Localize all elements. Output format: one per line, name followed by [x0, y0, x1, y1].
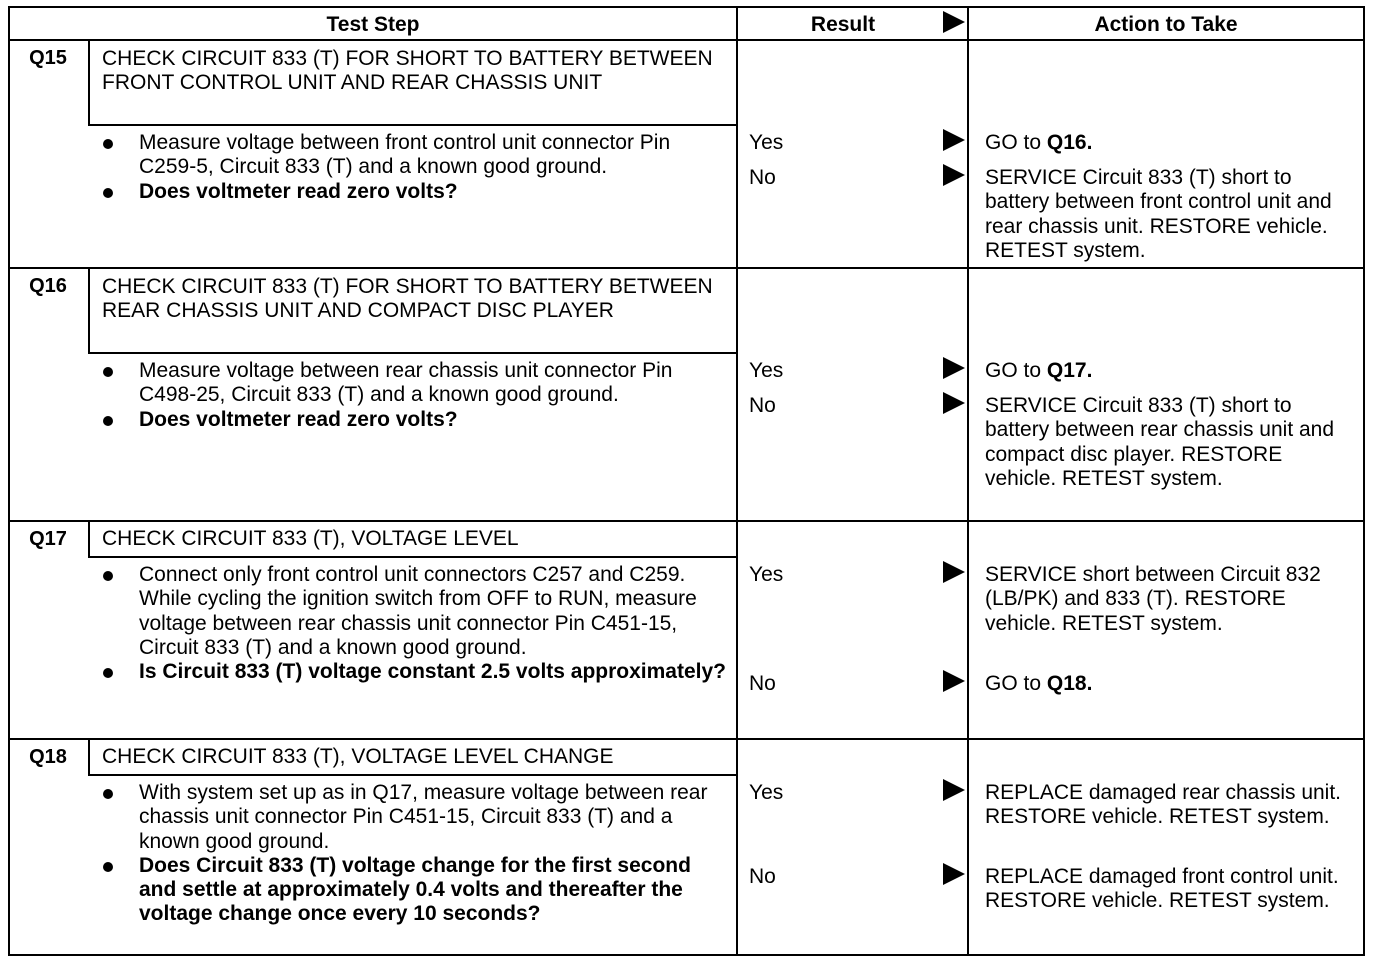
procedure-text: Measure voltage between rear chassis unit connector Pin C498-25, Circuit 833 (T) and a known good ground.: [102, 359, 732, 408]
q15-id-box-right: [88, 39, 90, 126]
step-title: CHECK CIRCUIT 833 (T), VOLTAGE LEVEL: [102, 527, 519, 550]
question-text: Does voltmeter read zero volts?: [102, 180, 732, 204]
action-yes: GO to Q17.: [985, 359, 1093, 382]
arrow-right-icon: [943, 129, 965, 151]
procedure-text: Connect only front control unit connectors C257 and C259. While cycling the ignition switch from OFF to RUN, measure voltage between rear chassis unit connector Pin C451-15, Circuit 833 (T) and a known good ground.: [102, 563, 732, 660]
header-result: Result: [810, 13, 876, 36]
procedure-text: With system set up as in Q17, measure voltage between rear chassis unit connector Pin C451-15, Circuit 833 (T) and a known good ground.: [102, 781, 732, 854]
question-text: Does voltmeter read zero volts?: [102, 408, 732, 432]
step-id: Q15: [29, 47, 67, 69]
goto-step-link: Q16: [1046, 131, 1087, 154]
goto-step-link: Q17: [1046, 359, 1087, 382]
header-test-step: Test Step: [326, 13, 420, 36]
action-no: SERVICE Circuit 833 (T) short to battery between rear chassis unit and compact disc player. RESTORE vehicle. RETEST system.: [985, 394, 1335, 490]
arrow-right-icon: [943, 779, 965, 801]
action-yes: SERVICE short between Circuit 832 (LB/PK) and 833 (T). RESTORE vehicle. RETEST system.: [985, 563, 1321, 635]
action-yes: REPLACE damaged rear chassis unit. RESTORE vehicle. RETEST system.: [985, 781, 1342, 829]
action-no: GO to Q18.: [985, 672, 1093, 695]
result-no: No: [749, 672, 776, 695]
row-divider-q17: [8, 520, 1365, 522]
arrow-right-icon: [943, 863, 965, 885]
result-yes: Yes: [749, 563, 784, 586]
q16-title-divider: [88, 352, 738, 354]
step-id: Q16: [29, 275, 67, 297]
row-divider-q16: [8, 267, 1365, 269]
q18-id-box-right: [88, 738, 90, 776]
step-bullets: [102, 563, 732, 684]
arrow-right-icon: [943, 670, 965, 692]
arrow-right-icon: [943, 392, 965, 414]
table-border-bottom: [8, 954, 1365, 956]
action-no: REPLACE damaged front control unit. RESTORE vehicle. RETEST system.: [985, 865, 1339, 913]
q15-title-divider: [88, 124, 738, 126]
step-bullets: [102, 131, 732, 204]
q16-id-box-right: [88, 267, 90, 354]
result-yes: Yes: [749, 131, 784, 154]
arrow-right-icon: [943, 357, 965, 379]
step-id: Q17: [29, 528, 67, 550]
q17-title-divider: [88, 556, 738, 558]
step-bullets: [102, 781, 732, 927]
table-border-left: [8, 6, 10, 956]
header-arrow-icon: [943, 11, 965, 33]
step-title: CHECK CIRCUIT 833 (T) FOR SHORT TO BATTERY BETWEEN FRONT CONTROL UNIT AND REAR CHASSIS UNIT: [102, 47, 713, 95]
arrow-right-icon: [943, 561, 965, 583]
row-divider-q18: [8, 738, 1365, 740]
arrow-right-icon: [943, 164, 965, 186]
result-no: No: [749, 394, 776, 417]
table-border-top: [8, 6, 1365, 8]
result-no: No: [749, 865, 776, 888]
table-border-right: [1363, 6, 1365, 956]
result-yes: Yes: [749, 359, 784, 382]
procedure-text: Measure voltage between front control unit connector Pin C259-5, Circuit 833 (T) and a known good ground.: [102, 131, 732, 180]
question-text: Does Circuit 833 (T) voltage change for the first second and settle at approximately 0.4 volts and thereafter the voltage change once every 10 seconds?: [102, 854, 732, 927]
header-action: Action to Take: [1094, 13, 1238, 36]
question-text: Is Circuit 833 (T) voltage constant 2.5 volts approximately?: [102, 660, 732, 684]
q17-id-box-right: [88, 520, 90, 558]
column-divider-result: [736, 6, 738, 956]
goto-step-link: Q18: [1046, 672, 1087, 695]
action-no: SERVICE Circuit 833 (T) short to battery between front control unit and rear chassis unit. RESTORE vehicle. RETEST system.: [985, 166, 1332, 262]
column-divider-action: [967, 6, 969, 956]
step-bullets: [102, 359, 732, 432]
header-divider: [8, 39, 1365, 41]
result-no: No: [749, 166, 776, 189]
q18-title-divider: [88, 774, 738, 776]
step-title: CHECK CIRCUIT 833 (T) FOR SHORT TO BATTERY BETWEEN REAR CHASSIS UNIT AND COMPACT DISC PLAYER: [102, 275, 713, 323]
action-yes: GO to Q16.: [985, 131, 1093, 154]
step-title: CHECK CIRCUIT 833 (T), VOLTAGE LEVEL CHANGE: [102, 745, 614, 768]
step-id: Q18: [29, 746, 67, 768]
result-yes: Yes: [749, 781, 784, 804]
